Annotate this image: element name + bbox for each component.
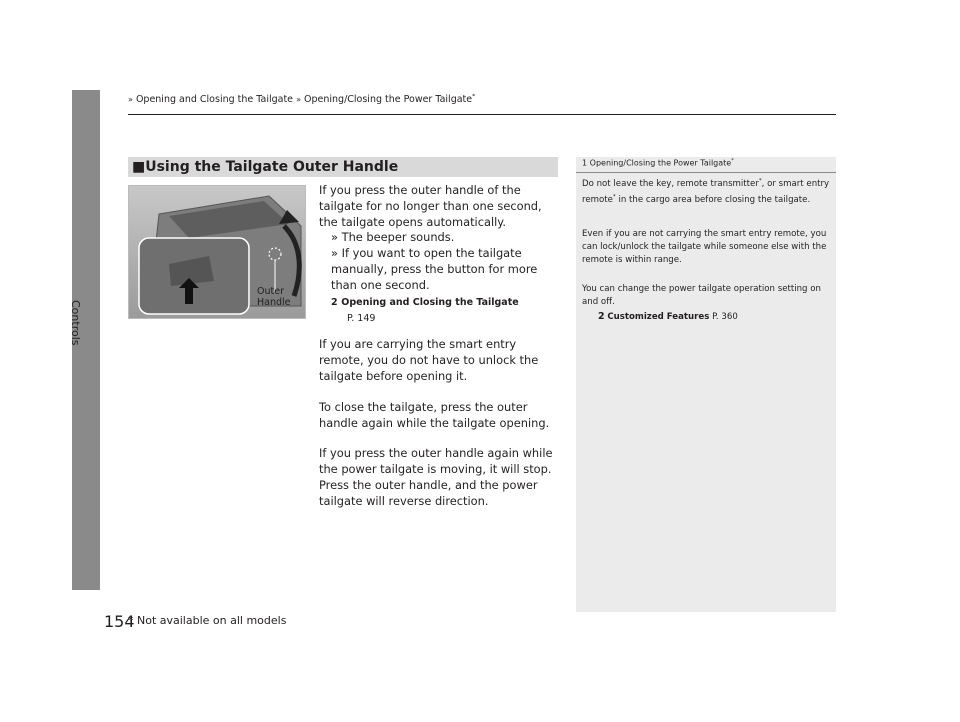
sidebar-para-3: You can change the power tailgate operation setting on and off.	[582, 284, 821, 307]
reference-icon: 2	[598, 311, 605, 322]
body-para-4b: Press the outer handle, and the power tailgate will reverse direction.	[319, 478, 538, 508]
sidebar-title-text: Opening/Closing the Power Tailgate	[589, 158, 732, 168]
breadcrumb	[128, 93, 475, 105]
sidebar-note-box	[576, 157, 836, 612]
callout-label-outer: Outer	[257, 286, 284, 297]
bullet-1	[331, 229, 559, 245]
reference-icon: 2	[331, 297, 338, 308]
body-intro: If you press the outer handle of the tailgate for no longer than one second, the tailgate opens automatically.	[319, 183, 542, 229]
reference-title[interactable]: Customized Features	[607, 312, 710, 322]
bullet-arrow-icon: »	[331, 246, 338, 260]
body-para-2: If you are carrying the smart entry remote, you do not have to unlock the tailgate before opening it.	[319, 337, 539, 383]
bullet-text: If you want to open the tailgate manually, press the button for more than one second.	[331, 246, 538, 292]
section-heading: ■Using the Tailgate Outer Handle	[128, 157, 558, 177]
breadcrumb-arrow-icon: »	[296, 95, 301, 105]
reference-page[interactable]: P. 149	[347, 313, 376, 324]
sidebar-text: Do not leave the key, remote transmitter	[582, 178, 759, 189]
cross-reference[interactable]	[331, 293, 559, 327]
footnote-mark: *	[731, 158, 734, 164]
footnote-mark: *	[472, 93, 476, 100]
footnote-mark: *	[758, 178, 762, 184]
side-tab-label: Controls	[69, 300, 82, 346]
footnote-mark: *	[612, 193, 616, 200]
bullet-arrow-icon: »	[331, 230, 338, 244]
sidebar-title	[582, 158, 734, 168]
bullet-2	[331, 245, 559, 293]
body-para-3: To close the tailgate, press the outer handle again while the tailgate opening.	[319, 400, 550, 430]
sidebar-rule	[576, 172, 836, 173]
footnote: * Not available on all models	[128, 614, 287, 627]
breadcrumb-item[interactable]: Opening/Closing the Power Tailgate	[304, 94, 473, 106]
page-number: 154	[104, 612, 135, 631]
sidebar-cross-reference[interactable]	[598, 310, 846, 324]
sidebar-para-2: Even if you are not carrying the smart entry remote, you can lock/unlock the tailgate while someone else with the remote is within range.	[582, 229, 827, 265]
sidebar-text: in the cargo area before closing the tailgate.	[615, 194, 811, 205]
figure-callout	[257, 286, 291, 308]
breadcrumb-item[interactable]: Opening and Closing the Tailgate	[135, 94, 294, 106]
reference-page[interactable]: P. 360	[712, 312, 738, 322]
sidebar-text: , or smart entry remote	[582, 178, 830, 205]
header-rule	[128, 114, 836, 115]
bullet-text: The beeper sounds.	[341, 230, 455, 244]
body-para-4a: If you press the outer handle again while the power tailgate is moving, it will stop.	[319, 446, 553, 476]
sidebar-para-1	[582, 175, 830, 207]
breadcrumb-arrow-icon: »	[128, 95, 133, 105]
reference-title[interactable]: Opening and Closing the Tailgate	[341, 297, 519, 308]
callout-label-handle: Handle	[257, 297, 291, 308]
tailgate-figure	[128, 185, 306, 319]
note-icon: 1	[582, 158, 588, 168]
